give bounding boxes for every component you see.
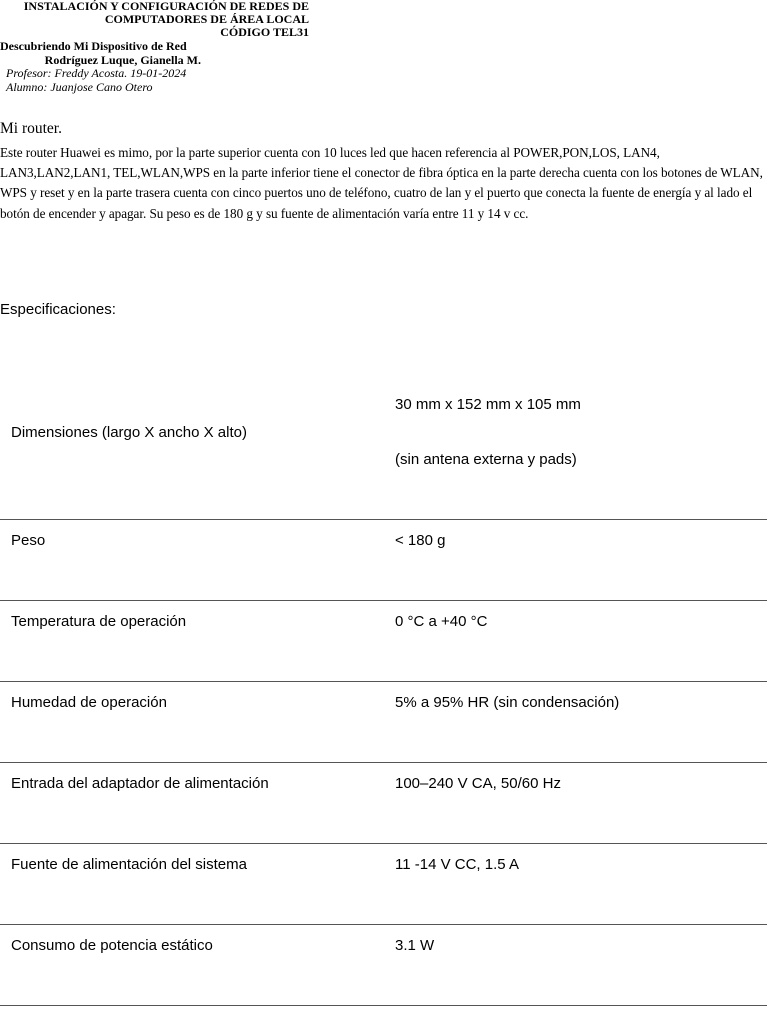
spec-value: 5% a 95% HR (sin condensación)	[395, 694, 620, 711]
spec-value: 11 -14 V CC, 1.5 A	[395, 856, 519, 873]
document-subtitle: Descubriendo Mi Dispositivo de Red	[0, 39, 187, 53]
table-row	[0, 763, 767, 844]
title-line-1: INSTALACIÓN Y CONFIGURACIÓN DE REDES DE	[23, 0, 309, 13]
table-row	[0, 925, 767, 1006]
professor-line: Profesor: Freddy Acosta. 19-01-2024	[6, 66, 187, 80]
author-name: Rodríguez Luque, Gianella M.	[44, 52, 201, 67]
table-row	[0, 520, 767, 601]
document-title	[0, 0, 309, 39]
spec-value: 3.1 W	[395, 937, 435, 954]
spec-value: 100–240 V CA, 50/60 Hz	[395, 775, 561, 792]
title-line-3: CÓDIGO TEL31	[220, 25, 309, 39]
spec-name: Entrada del adaptador de alimentación	[11, 775, 269, 792]
table-row	[0, 601, 767, 682]
spec-name: Humedad de operación	[11, 694, 167, 711]
spec-name: Fuente de alimentación del sistema	[11, 856, 247, 873]
spec-name: Dimensiones (largo X ancho X alto)	[11, 424, 247, 441]
title-line-2: COMPUTADORES DE ÁREA LOCAL	[104, 12, 309, 26]
table-row	[0, 682, 767, 763]
spec-name: Consumo de potencia estático	[11, 937, 213, 954]
description-paragraph: Este router Huawei es mimo, por la parte superior cuenta con 10 luces led que hacen referencia al POWER,PON,LOS, LAN4, LAN3,LAN2,LAN1, TEL,WLAN,WPS en la parte inferior tiene el conector de fibra óptica en la parte derecha cuenta con los botones de WLAN, WPS y reset y en la parte trasera cuenta con cinco puertos uno de teléfono, cuatro de lan y el puerto que conecta la fuente de energía y al lado el botón de encender y apagar. Su peso es de 180 g y su fuente de alimentación varía entre 11 y 14 v cc.	[0, 145, 763, 221]
author-block	[0, 40, 201, 94]
spec-value-note: (sin antena externa y pads)	[395, 451, 577, 468]
specifications-table	[0, 380, 768, 1006]
spec-name: Temperatura de operación	[11, 613, 187, 630]
spec-value: < 180 g	[395, 532, 446, 549]
section-heading: Mi router.	[0, 120, 62, 137]
student-line: Alumno: Juanjose Cano Otero	[6, 79, 153, 94]
spec-value: 30 mm x 152 mm x 105 mm	[395, 396, 581, 413]
table-row	[0, 380, 767, 520]
table-row	[0, 844, 767, 925]
spec-name: Peso	[11, 532, 46, 549]
spec-value: 0 °C a +40 °C	[395, 613, 488, 630]
specifications-label: Especificaciones:	[0, 301, 116, 318]
